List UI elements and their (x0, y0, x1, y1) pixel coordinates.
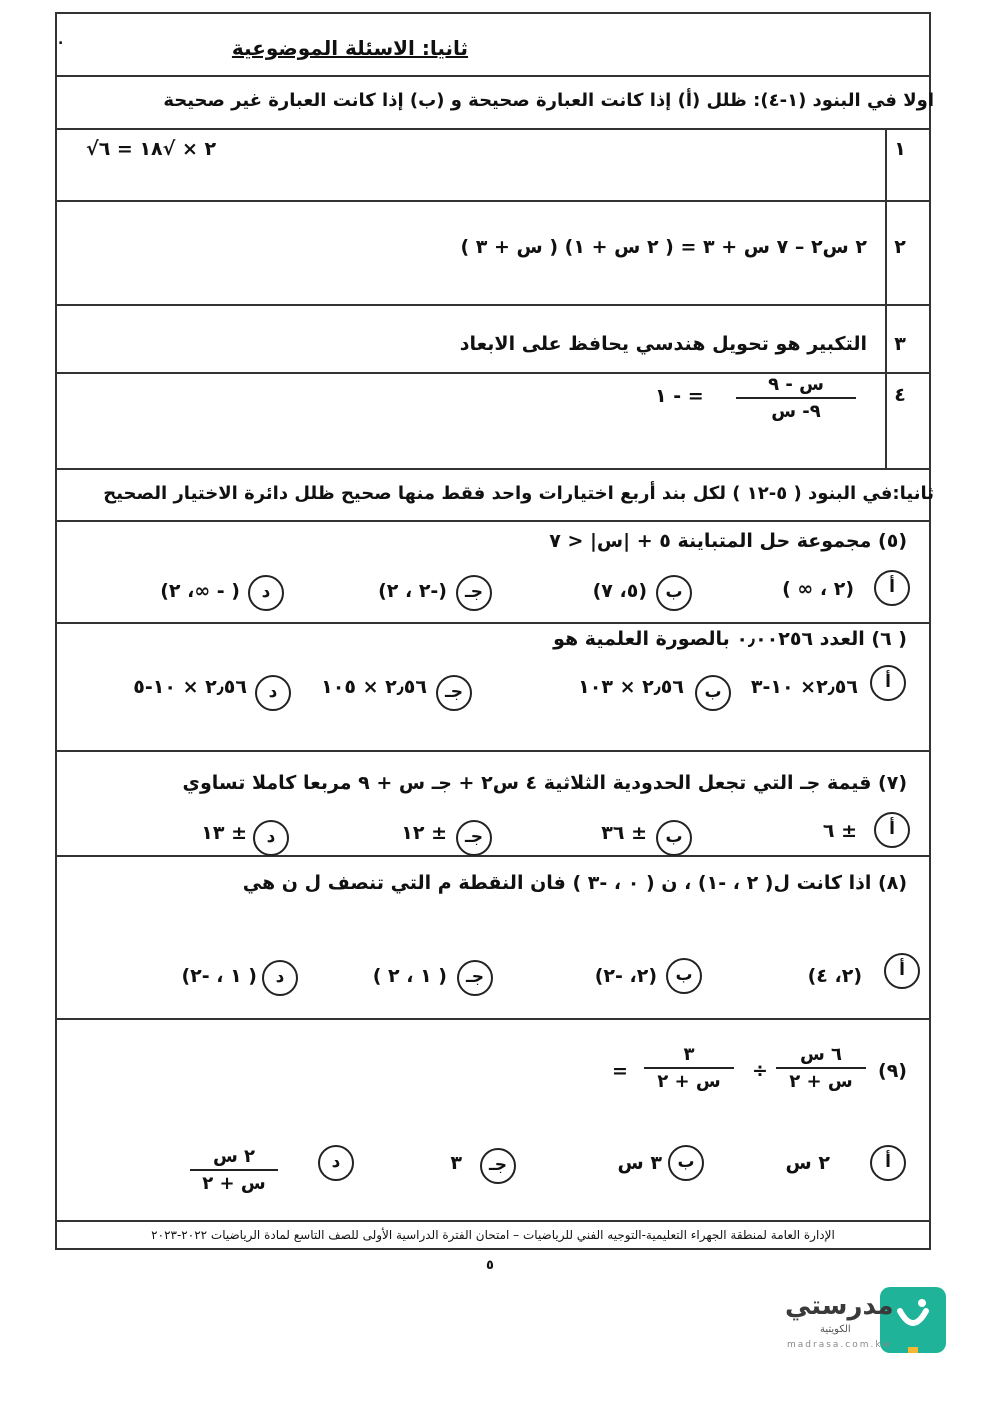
page-number: ٥ (486, 1258, 494, 1273)
fraction-bar (736, 397, 856, 399)
q5-stem: (٥) مجموعة حل المتباينة ٥ + |س| < ٧ (549, 530, 907, 552)
denominator: س + ٢ (789, 1071, 853, 1092)
q9-option-c[interactable]: جـ (480, 1148, 516, 1184)
item-3-text: التكبير هو تحويل هندسي يحافظ على الابعاد (459, 333, 867, 355)
q7-option-d-value: ± ١٣ (201, 822, 247, 844)
part1-instruction: اولا في البنود (١-٤): ظلل (أ) إذا كانت العبارة صحيحة و (ب) إذا كانت العبارة غير صحيحة (163, 90, 934, 111)
q9-fraction-1 (776, 1044, 866, 1092)
fraction-bar (644, 1067, 734, 1069)
q6-option-a-value: ٢٫٥٦× ١٠-٣ (750, 676, 858, 698)
divider (55, 75, 931, 77)
q6-option-c-value: ٢٫٥٦ × ١٠٥ (321, 676, 427, 698)
fraction-bar (190, 1169, 278, 1171)
q7-option-b-value: ± ٣٦ (601, 822, 647, 844)
divider (55, 1220, 931, 1222)
q6-option-d[interactable]: د (255, 675, 291, 711)
q5-option-b[interactable]: ب (656, 575, 692, 611)
divider (55, 622, 931, 624)
q6-option-c[interactable]: جـ (436, 675, 472, 711)
divider (55, 468, 931, 470)
q8-option-c-value: ( ١ ، ٢ ) (372, 965, 447, 987)
numerator: ٣ (683, 1044, 695, 1065)
q5-option-d[interactable]: د (248, 575, 284, 611)
q7-option-a[interactable]: أ (874, 812, 910, 848)
q6-option-d-value: ٢٫٥٦ × ١٠-٥ (133, 676, 247, 698)
q9-option-b-value: ٣ س (617, 1152, 662, 1174)
q9-option-a-value: ٢ س (785, 1152, 830, 1174)
q6-stem: ( ٦) العدد ٠٫٠٠٢٥٦ بالصورة العلمية هو (553, 628, 907, 650)
logo-subtitle: الكويتية (820, 1324, 851, 1335)
numerator: ٢ س (212, 1146, 256, 1167)
page-mark: . (58, 32, 64, 48)
q8-stem: (٨) اذا كانت ل( ٢ ، -١) ، ن ( ٠ ، -٣ ) فان النقطة م التي تنصف ل ن هي (242, 872, 907, 894)
divider (55, 855, 931, 857)
q5-option-d-value: ( - ∞، ٢) (160, 580, 240, 602)
denominator: ٩- س (771, 401, 821, 422)
q8-option-d-value: ( ١ ، -٢) (181, 965, 257, 987)
divider (55, 200, 931, 202)
q8-option-a-value: (٢، ٤) (807, 965, 862, 987)
q7-option-d[interactable]: د (253, 820, 289, 856)
q9-option-d-fraction (190, 1146, 278, 1194)
q5-option-c-value: (-٢ ، ٢) (378, 580, 447, 602)
q9-equals: = (612, 1060, 628, 1082)
item-2-text: ٢ س٢ – ٧ س + ٣ = ( ٢ س + ١) ( س + ٣ ) (460, 236, 867, 258)
q5-option-c[interactable]: جـ (456, 575, 492, 611)
q8-option-c[interactable]: جـ (457, 960, 493, 996)
q5-option-b-value: (٥، ٧) (592, 580, 647, 602)
q9-option-a[interactable]: أ (870, 1145, 906, 1181)
q6-option-a[interactable]: أ (870, 665, 906, 701)
divider (55, 1018, 931, 1020)
numerator: س - ٩ (768, 374, 824, 395)
fraction-bar (776, 1067, 866, 1069)
divider (55, 750, 931, 752)
q9-label: (٩) (878, 1060, 907, 1082)
q7-option-b[interactable]: ب (656, 820, 692, 856)
item-number: ٤ (894, 384, 906, 406)
logo-url: madrasa.com.kw (787, 1340, 892, 1350)
item-4-rhs: = - ١ (655, 385, 704, 407)
footer-note: الإدارة العامة لمنطقة الجهراء التعليمية-التوجيه الفني للرياضيات – امتحان الفترة الدراسية الأولى للصف التاسع لمادة الرياضيات ٢٠٢٢-٢٠٢٣ (151, 1228, 835, 1242)
q8-option-b[interactable]: ب (666, 958, 702, 994)
q9-option-b[interactable]: ب (668, 1145, 704, 1181)
page-title: ثانيا: الاسئلة الموضوعية (231, 36, 469, 60)
denominator: س + ٢ (202, 1173, 266, 1194)
item-number: ١ (894, 138, 906, 160)
item-number: ٣ (894, 333, 906, 355)
q9-option-d[interactable]: د (318, 1145, 354, 1181)
divider (55, 128, 931, 130)
q5-option-a[interactable]: أ (874, 570, 910, 606)
q7-stem: (٧) قيمة جـ التي تجعل الحدودية الثلاثية ٤ س٢ + جـ س + ٩ مربعا كاملا تساوي (182, 772, 907, 794)
q6-option-b[interactable]: ب (695, 675, 731, 711)
numerator: ٦ س (799, 1044, 843, 1065)
item-number: ٢ (894, 236, 906, 258)
divider (55, 304, 931, 306)
logo-name: مدرستي (785, 1291, 894, 1321)
q7-option-c[interactable]: جـ (456, 820, 492, 856)
q8-option-a[interactable]: أ (884, 953, 920, 989)
q8-option-b-value: (٢، -٢) (594, 965, 657, 987)
item-1-text: √٢ × √١٨ = ٦ (86, 138, 217, 160)
q8-option-d[interactable]: د (262, 960, 298, 996)
q5-option-a-value: (٢ ، ∞ ) (782, 578, 854, 600)
part2-instruction: ثانيا:في البنود ( ٥-١٢ ) لكل بند أربع اختيارات واحد فقط منها صحيح ظلل دائرة الاختيار الصحيح (103, 483, 934, 504)
q9-option-c-value: ٣ (450, 1152, 462, 1174)
q6-option-b-value: ٢٫٥٦ × ١٠٣ (578, 676, 684, 698)
q7-option-a-value: ± ٦ (822, 820, 857, 842)
denominator: س + ٢ (657, 1071, 721, 1092)
divider (55, 520, 931, 522)
q9-fraction-2 (644, 1044, 734, 1092)
column-divider (885, 128, 887, 468)
q9-operator: ÷ (752, 1060, 768, 1082)
q7-option-c-value: ± ١٢ (401, 822, 447, 844)
item-4-fraction (736, 374, 856, 422)
